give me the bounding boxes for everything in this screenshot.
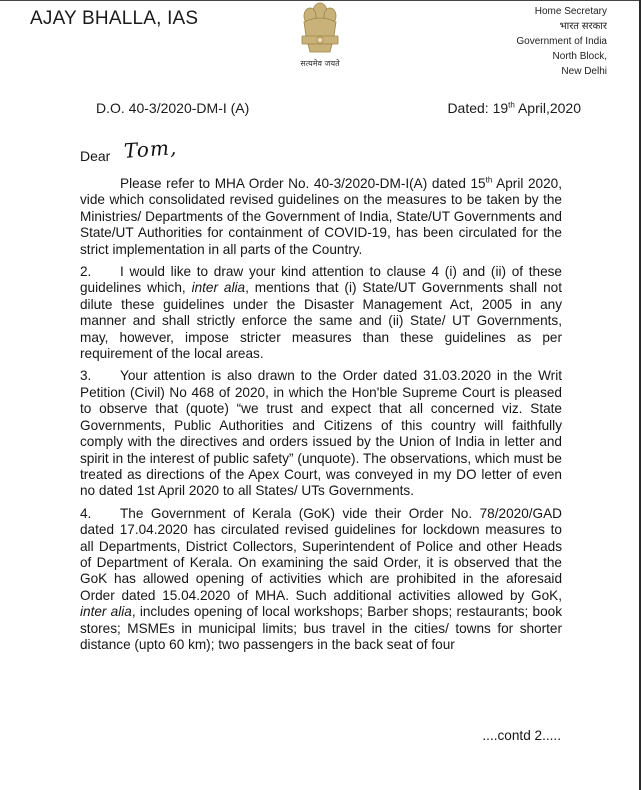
p2-text-a: I would like to draw your kind attention to clause 4 (i) and (ii) of these guidelines which,	[80, 264, 562, 296]
reference-number: D.O. 40-3/2020-DM-I (A)	[96, 100, 250, 116]
p1-text-b: April 2020, vide which consolidated revised guidelines on the measures to be taken by the Ministries/ Departments of the Government of India, State/UT Governments and State/UT Authorities for containment of COVID-19, has been circulated for the strict implementation in all parts of the Country.	[80, 176, 562, 257]
sender-name: AJAY BHALLA, IAS	[30, 8, 199, 29]
p2-italic: inter alia	[191, 280, 246, 296]
date-suffix: th	[508, 100, 515, 110]
office-line-5: New Delhi	[561, 66, 607, 77]
handwritten-name: Tom,	[123, 135, 178, 163]
paragraph-1	[80, 176, 562, 258]
date-prefix: Dated: 19	[447, 100, 509, 116]
office-address	[516, 4, 607, 79]
letter-body	[80, 176, 562, 659]
p3-number: 3.	[80, 368, 92, 384]
date-rest: April,2020	[514, 100, 581, 116]
p4-text-b: , includes opening of local workshops; Barber shops; restaurants; book stores; MSMEs in municipal limits; bus travel in the cities/ towns for shorter distance (upto 60 km); two passengers in the back seat of four	[80, 604, 562, 652]
p4-text-a: The Government of Kerala (GoK) vide their Order No. 78/2020/GAD dated 17.04.2020 has circulated revised guidelines for lockdown measures to all Departments, District Collectors, Superintendent of Police and other Heads of Department of Kerala. On examining the said Order, it is observed that the GoK has allowed opening of activities which are prohibited in the aforesaid Order dated 15.04.2020 of MHA. Such additional activities allowed by GoK,	[80, 505, 562, 603]
p4-number: 4.	[80, 505, 92, 521]
p2-number: 2.	[80, 264, 92, 280]
salutation: Dear	[80, 148, 111, 164]
paragraph-4	[80, 506, 562, 654]
office-line-1: Home Secretary	[534, 6, 607, 17]
office-line-4: North Block,	[552, 51, 607, 62]
paragraph-2	[80, 264, 562, 362]
p1-sup: th	[485, 175, 493, 185]
emblem-motto: सत्यमेव जयते	[300, 59, 340, 68]
p2-text-b: , mentions that (i) State/UT Governments shall not dilute these guidelines under the Disaster Management Act, 2005 in any manner and shall strictly enforce the same and (ii) State/ UT Governments, may, however, impose stricter measures than these guidelines as per requirement of the local areas.	[80, 280, 562, 362]
continuation-note: ....contd 2.....	[482, 728, 561, 743]
office-line-3: Government of India	[516, 36, 607, 47]
office-line-2: भारत सरकार	[559, 21, 607, 32]
p3-text: Your attention is also drawn to the Order dated 31.03.2020 in the Writ Petition (Civil) No 468 of 2020, in which the Hon'ble Supreme Court is pleased to observe that (quote) “we trust and expect that all concerned viz. State Governments, Public Authorities and Citizens of this country will faithfully comply with the directives and orders issued by the Union of India in letter and spirit in the interest of public safety” (unquote). The observations, which must be treated as directions of the Apex Court, was conveyed in my DO letter of even no dated 1st April 2020 to all States/ UTs Governments.	[80, 368, 562, 499]
p4-italic: inter alia	[80, 604, 132, 620]
paragraph-3	[80, 368, 562, 499]
letter-date	[447, 100, 581, 116]
p1-text-a: Please refer to MHA Order No. 40-3/2020-DM-I(A) dated 15	[120, 176, 486, 191]
